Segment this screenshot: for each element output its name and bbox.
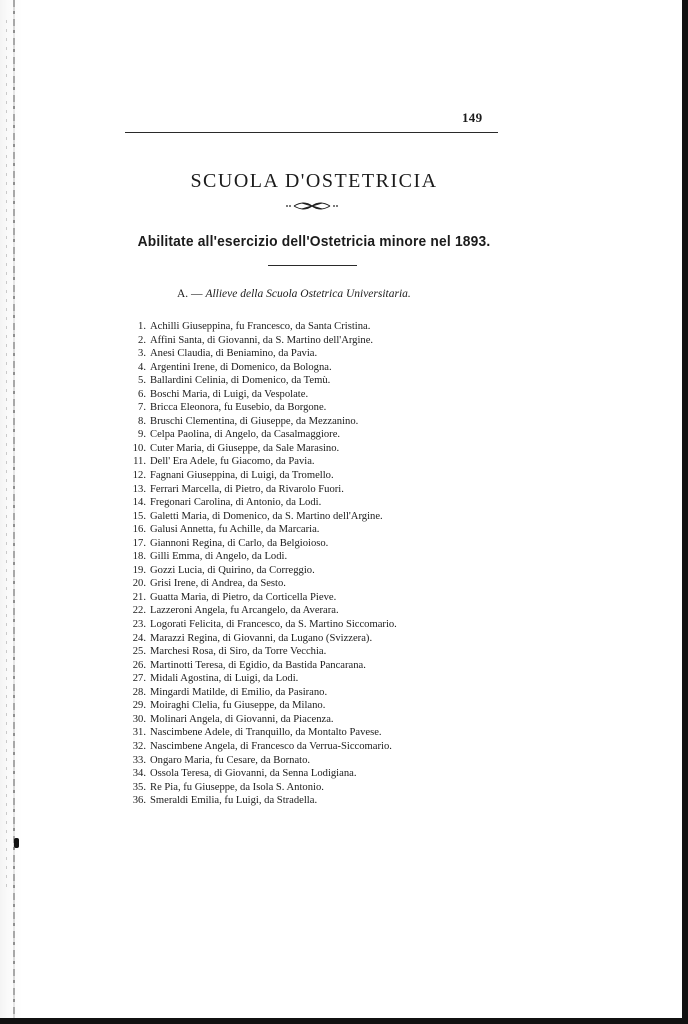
list-item-number: 21. bbox=[132, 591, 146, 603]
list-item-text: Smeraldi Emilia, fu Luigi, da Stradella. bbox=[150, 795, 318, 807]
list-item-number: 25. bbox=[132, 646, 146, 658]
list-item bbox=[120, 320, 540, 334]
list-item-number: 36. bbox=[132, 795, 146, 807]
list-item bbox=[120, 334, 540, 348]
list-item-text: Anesi Claudia, di Beniamino, da Pavia. bbox=[150, 348, 318, 360]
list-item-text: Ballardini Celinia, di Domenico, da Temù. bbox=[150, 375, 331, 387]
list-item-text: Giannoni Regina, di Carlo, da Belgioioso. bbox=[150, 537, 329, 549]
ornament-divider-icon bbox=[284, 199, 340, 213]
list-item-number: 19. bbox=[132, 564, 146, 576]
list-item-number: 6. bbox=[138, 388, 146, 400]
list-item-text: Cuter Maria, di Giuseppe, da Sale Marasino. bbox=[150, 442, 340, 454]
header-rule bbox=[125, 132, 498, 133]
list-item bbox=[120, 550, 540, 564]
page-bottom-border bbox=[0, 1018, 688, 1024]
list-item-text: Argentini Irene, di Domenico, da Bologna. bbox=[150, 361, 332, 373]
list-item-text: Guatta Maria, di Pietro, da Corticella Pieve. bbox=[150, 591, 337, 603]
page-binding-shadow bbox=[0, 0, 22, 1024]
list-item bbox=[120, 591, 540, 605]
list-item-text: Affini Santa, di Giovanni, da S. Martino dell'Argine. bbox=[150, 334, 374, 346]
list-item-text: Ongaro Maria, fu Cesare, da Bornato. bbox=[150, 754, 311, 766]
section-letter: A. — bbox=[177, 288, 203, 300]
list-item-text: Galetti Maria, di Domenico, da S. Martino dell'Argine. bbox=[150, 510, 383, 522]
list-item-number: 3. bbox=[138, 348, 146, 360]
list-item-number: 5. bbox=[138, 375, 146, 387]
list-item-number: 26. bbox=[132, 659, 146, 671]
list-item bbox=[120, 604, 540, 618]
list-item-text: Gozzi Lucia, di Quirino, da Correggio. bbox=[150, 564, 315, 576]
list-item bbox=[120, 496, 540, 510]
list-item-number: 33. bbox=[132, 754, 146, 766]
list-item-number: 18. bbox=[132, 551, 146, 563]
list-item bbox=[120, 428, 540, 442]
list-item-text: Dell' Era Adele, fu Giacomo, da Pavia. bbox=[150, 456, 315, 468]
list-item bbox=[120, 726, 540, 740]
list-item bbox=[120, 455, 540, 469]
list-item bbox=[120, 713, 540, 727]
list-item bbox=[120, 564, 540, 578]
list-item bbox=[120, 577, 540, 591]
list-item bbox=[120, 347, 540, 361]
list-item-text: Boschi Maria, di Luigi, da Vespolate. bbox=[150, 388, 309, 400]
list-item bbox=[120, 645, 540, 659]
list-item-number: 7. bbox=[138, 402, 146, 414]
list-item-number: 22. bbox=[132, 605, 146, 617]
list-item bbox=[120, 686, 540, 700]
list-item-number: 17. bbox=[132, 537, 146, 549]
list-item-text: Marchesi Rosa, di Siro, da Torre Vecchia. bbox=[150, 646, 327, 658]
list-item-number: 20. bbox=[132, 578, 146, 590]
list-item-number: 16. bbox=[132, 524, 146, 536]
list-item-text: Ferrari Marcella, di Pietro, da Rivarolo Fuori. bbox=[150, 483, 344, 495]
list-item-number: 28. bbox=[132, 686, 146, 698]
list-item-text: Moiraghi Clelia, fu Giuseppe, da Milano. bbox=[150, 700, 326, 712]
list-item-number: 23. bbox=[132, 619, 146, 631]
list-item bbox=[120, 401, 540, 415]
list-item bbox=[120, 659, 540, 673]
list-item bbox=[120, 618, 540, 632]
graduates-list bbox=[120, 320, 540, 808]
list-item-number: 24. bbox=[132, 632, 146, 644]
list-item-text: Lazzeroni Angela, fu Arcangelo, da Averara. bbox=[150, 605, 339, 617]
list-item-text: Logorati Felicita, di Francesco, da S. Martino Siccomario. bbox=[150, 619, 397, 631]
list-item-number: 13. bbox=[132, 483, 146, 495]
list-item-text: Bricca Eleonora, fu Eusebio, da Borgone. bbox=[150, 402, 327, 414]
list-item-text: Celpa Paolina, di Angelo, da Casalmaggiore. bbox=[150, 429, 341, 441]
list-item bbox=[120, 537, 540, 551]
list-item bbox=[120, 767, 540, 781]
binding-mark bbox=[14, 838, 19, 848]
list-item-text: Nascimbene Angela, di Francesco da Verrua-Siccomario. bbox=[150, 740, 392, 752]
page-title: SCUOLA D'OSTETRICIA bbox=[190, 170, 438, 192]
list-item-text: Fregonari Carolina, di Antonio, da Lodi. bbox=[150, 497, 322, 509]
list-item-number: 12. bbox=[132, 470, 146, 482]
list-item-text: Bruschi Clementina, di Giuseppe, da Mezzanino. bbox=[150, 415, 359, 427]
list-item bbox=[120, 442, 540, 456]
list-item-number: 32. bbox=[132, 740, 146, 752]
list-item-number: 30. bbox=[132, 713, 146, 725]
list-item-text: Martinotti Teresa, di Egidio, da Bastida Pancarana. bbox=[150, 659, 366, 671]
subtitle-rule bbox=[268, 265, 357, 266]
list-item bbox=[120, 754, 540, 768]
list-item bbox=[120, 699, 540, 713]
list-item bbox=[120, 361, 540, 375]
list-item-number: 11. bbox=[133, 456, 146, 468]
section-heading bbox=[177, 288, 411, 300]
list-item bbox=[120, 388, 540, 402]
list-item-text: Re Pia, fu Giuseppe, da Isola S. Antonio. bbox=[150, 781, 324, 793]
list-item bbox=[120, 781, 540, 795]
list-item-number: 8. bbox=[138, 415, 146, 427]
list-item-number: 14. bbox=[132, 497, 146, 509]
list-item bbox=[120, 740, 540, 754]
list-item-number: 29. bbox=[132, 700, 146, 712]
section-heading-text: Allieve della Scuola Ostetrica Universitaria. bbox=[205, 288, 411, 300]
list-item bbox=[120, 632, 540, 646]
page-right-border bbox=[682, 0, 688, 1024]
list-item-number: 34. bbox=[132, 768, 146, 780]
list-item bbox=[120, 523, 540, 537]
list-item-text: Midali Agostina, di Luigi, da Lodi. bbox=[150, 673, 299, 685]
list-item-text: Mingardi Matilde, di Emilio, da Pasirano. bbox=[150, 686, 328, 698]
list-item-number: 27. bbox=[132, 673, 146, 685]
list-item-number: 4. bbox=[138, 361, 146, 373]
list-item bbox=[120, 415, 540, 429]
list-item-number: 31. bbox=[132, 727, 146, 739]
binding-stitch-line bbox=[13, 0, 15, 1024]
list-item-text: Nascimbene Adele, di Tranquillo, da Montalto Pavese. bbox=[150, 727, 382, 739]
list-item bbox=[120, 510, 540, 524]
page-number: 149 bbox=[462, 110, 483, 125]
list-item bbox=[120, 672, 540, 686]
list-item-text: Achilli Giuseppina, fu Francesco, da Santa Cristina. bbox=[150, 321, 371, 332]
binding-stitch-line-secondary bbox=[6, 20, 7, 890]
list-item-number: 9. bbox=[138, 429, 146, 441]
list-item bbox=[120, 469, 540, 483]
list-item bbox=[120, 374, 540, 388]
list-item bbox=[120, 794, 540, 808]
list-item-number: 35. bbox=[132, 781, 146, 793]
list-item-number: 1. bbox=[138, 321, 146, 332]
list-item-text: Grisi Irene, di Andrea, da Sesto. bbox=[150, 578, 286, 590]
list-item-text: Molinari Angela, di Giovanni, da Piacenza. bbox=[150, 713, 334, 725]
list-item-number: 10. bbox=[132, 442, 146, 454]
list-item-text: Galusi Annetta, fu Achille, da Marcaria. bbox=[150, 524, 320, 536]
section-subtitle: Abilitate all'esercizio dell'Ostetricia minore nel 1893. bbox=[137, 233, 491, 250]
list-item-text: Marazzi Regina, di Giovanni, da Lugano (Svizzera). bbox=[150, 632, 373, 644]
list-item-text: Fagnani Giuseppina, di Luigi, da Tromello. bbox=[150, 470, 334, 482]
list-item bbox=[120, 483, 540, 497]
list-item-number: 15. bbox=[132, 510, 146, 522]
list-item-text: Gilli Emma, di Angelo, da Lodi. bbox=[150, 551, 288, 563]
list-item-text: Ossola Teresa, di Giovanni, da Senna Lodigiana. bbox=[150, 768, 357, 780]
list-item-number: 2. bbox=[138, 334, 146, 346]
